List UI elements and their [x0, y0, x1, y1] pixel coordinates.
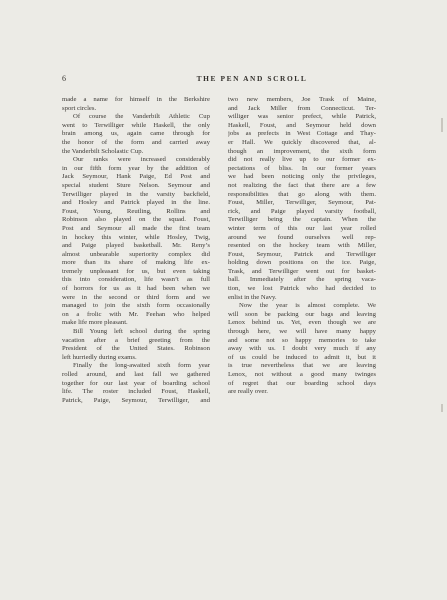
text-line: williger was senior prefect, while Patrick, — [228, 113, 376, 121]
text-line: on a frolic with Mr. Feehan who helped — [62, 310, 210, 318]
right-text-column — [228, 96, 376, 397]
text-line: Now the year is almost complete. We — [239, 302, 376, 310]
text-line: of horrors for us as it had been when we — [62, 285, 210, 293]
text-line: make life more pleasant. — [62, 319, 128, 327]
text-line: of regret that our boarding school days — [228, 379, 376, 387]
text-line: Robinson also played on the squad. Foust, — [62, 216, 210, 224]
text-line: we had been noticing only the privileges, — [228, 173, 376, 181]
text-line: away with us. I doubt very much if any — [228, 345, 376, 353]
text-line: Finally the long-awaited sixth form year — [73, 362, 210, 370]
text-line: tion, we lost Patrick who had decided to — [228, 285, 376, 293]
text-line: resented on the hockey team with Miller, — [228, 242, 376, 250]
text-line: winter term of this our last year rolled — [228, 224, 376, 232]
text-line: in hockey this winter, while Hosley, Twig, — [62, 233, 210, 241]
text-line: brain among us, again came through for — [62, 130, 210, 138]
binding-edge-mark — [441, 404, 443, 412]
text-line: special student Sture Nelson. Seymour and — [62, 181, 210, 189]
text-line: is true nevertheless that we are leaving — [228, 362, 376, 370]
text-line: responsibilities that go along with them. — [228, 190, 376, 198]
text-line: life. The roster included Foust, Haskell, — [62, 388, 210, 396]
text-line: Terwilliger played in the varsity backfield, — [62, 190, 210, 198]
text-line: in our fifth form year by the addition of — [62, 164, 210, 172]
text-line: the honor of the form and carried away — [62, 138, 210, 146]
text-line: ball. Immediately after the spring vaca- — [228, 276, 376, 284]
text-line: Our ranks were increased considerably — [73, 156, 210, 164]
text-line: will soon be packing our bags and leaving — [228, 310, 376, 318]
text-line: Foust, Miller, Terwilliger, Seymour, Pat- — [228, 199, 376, 207]
binding-edge-mark — [441, 118, 443, 132]
text-line: er Hall. We quickly discovered that, al- — [228, 138, 376, 146]
text-line: Foust, Young, Reutling, Rollins and — [62, 207, 210, 215]
text-line: made a name for himself in the Berkshire — [62, 96, 210, 103]
text-line: holding down positions on the ice. Paige, — [228, 259, 376, 267]
text-line: Post and Seymour all made the first team — [62, 224, 210, 232]
text-line: enlist in the Navy. — [228, 293, 277, 301]
text-line: tremely unpleasant for us, but even taking — [62, 267, 210, 275]
text-line: were in the second or third form and we — [62, 293, 210, 301]
text-line: Trask, and Terwilliger went out for basket- — [228, 267, 376, 275]
text-line: not realizing the fact that there are a few — [228, 181, 376, 189]
text-line: left hurriedly during exams. — [62, 353, 137, 361]
text-line: though an improvement, the sixth form — [228, 147, 376, 155]
page-number: 6 — [62, 74, 66, 83]
text-line: Lenox behind us. Yet, even though we are — [228, 319, 376, 327]
text-line: jobs as prefects in West Cottage and Thay- — [228, 130, 376, 138]
text-line: Of course the Vanderbilt Athletic Cup — [73, 113, 210, 121]
text-line: through here, we will have many happy — [228, 328, 376, 336]
text-line: Lenox, not without a good many twinges — [228, 371, 376, 378]
text-line: and Paige played basketball. Mr. Reny’s — [62, 242, 210, 250]
text-line: together for our last year of boarding school — [62, 379, 210, 387]
text-line: this into consideration, life wasn’t as full — [62, 276, 210, 284]
text-line: vacation after a brief greeting from the — [62, 336, 210, 344]
text-line: pectations of bliss. In our former years — [228, 164, 376, 172]
text-line: more than its share of making life ex- — [62, 259, 210, 267]
journal-title: THE PEN AND SCROLL — [196, 74, 308, 83]
text-line: two new members, Joe Trask of Maine, — [228, 96, 376, 103]
text-line: rolled around, and last fall we gathered — [62, 371, 210, 378]
text-line: and Hosley and Patrick played in the line. — [62, 199, 210, 207]
text-line: of us could be induced to admit it, but it — [228, 353, 376, 361]
left-text-column — [62, 96, 210, 405]
text-line: Jack Seymour, Hank Paige, Ed Post and — [62, 173, 210, 181]
text-line: rick, and Paige played varsity football, — [228, 207, 376, 215]
text-line: the Vanderbilt Scholastic Cup. — [62, 147, 144, 155]
text-line: and Jack Miller from Connecticut. Ter- — [228, 104, 376, 112]
text-line: are really over. — [228, 388, 268, 396]
text-line: Haskell, Foust, and Seymour held down — [228, 121, 376, 129]
text-line: and some not so happy memories to take — [228, 336, 376, 344]
text-line: Foust, Seymour, Patrick and Terwilliger — [228, 250, 376, 258]
text-line: Bill Young left school during the spring — [73, 328, 210, 336]
text-line: sport circles. — [62, 104, 97, 112]
text-line: went to Terwilliger while Haskell, the only — [62, 121, 210, 129]
text-line: around we found ourselves well rep- — [228, 233, 376, 241]
text-line: managed to join the sixth form occasionally — [62, 302, 210, 310]
text-line: Patrick, Paige, Seymour, Terwilliger, and — [62, 396, 210, 404]
text-line: almost unbearable superiority complex did — [62, 250, 210, 258]
text-line: President of the United States. Robinson — [62, 345, 210, 353]
text-line: Terwilliger being the captain. When the — [228, 216, 376, 224]
text-line: did not really live up to our former ex- — [228, 156, 376, 164]
running-head — [62, 74, 392, 86]
